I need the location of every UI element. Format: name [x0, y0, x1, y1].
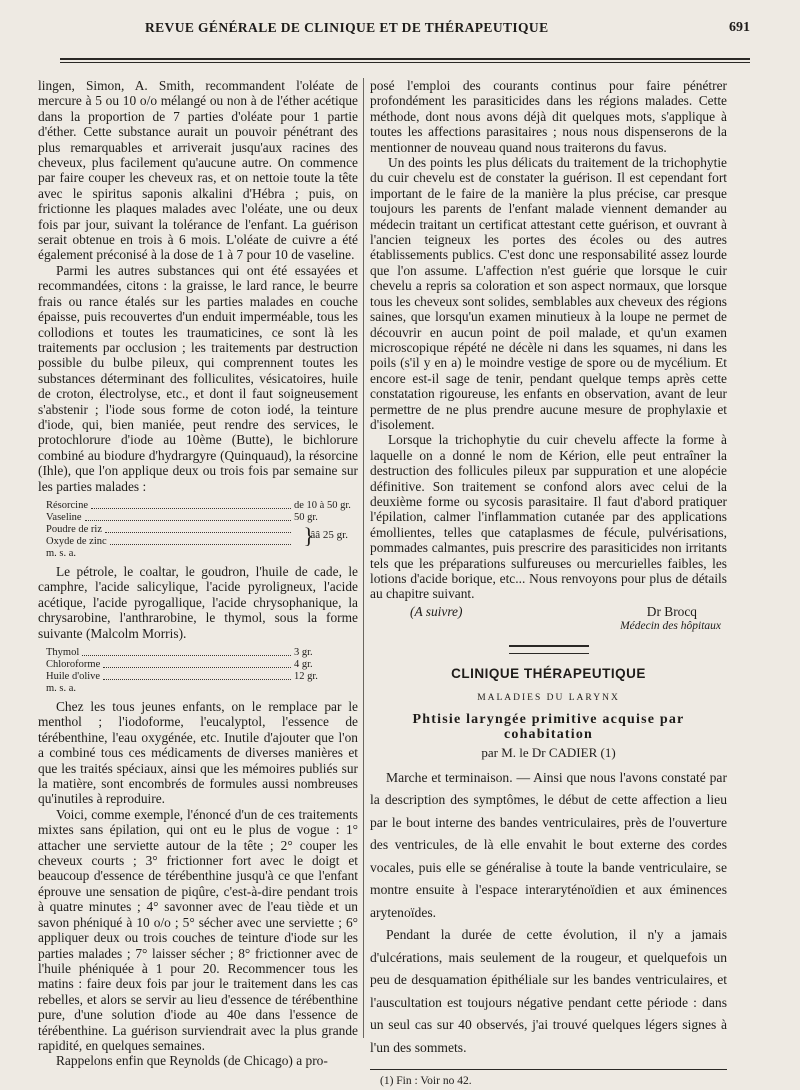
article-title: Phtisie laryngée primitive acquise par cohabitation	[412, 712, 685, 743]
page-number: 691	[729, 20, 750, 35]
paragraph: lingen, Simon, A. Smith, recommandent l'oléate de mercure à 5 ou 10 o/o mélangé ou non à de l'éther acétique dans la proportion de 7 parties d'oléate pour 1 partie d'éther. Cette substance aurait un pouvoir pénétrant des plus remarquables et arriverait jusqu'aux racines des cheveux, plus facilement qu'aucune autre. On commence par faire couper les cheveux ras, et on nettoie toute la tête avec le spiritus saponis alkalini d'Hébra ; puis, on frictionne les plaques malades avec l'oléate, une ou deux fois par jour, suivant la tolérance de l'enfant. La guérison serait obtenue en trois à 6 mois. L'oléate de cuivre a été également préconisé à la dose de 1 à 7 pour 10 de vaseline.	[38, 78, 358, 263]
formula-msa: m. s. a.	[46, 547, 77, 559]
section-separator	[509, 645, 589, 654]
footnote: (1) Fin : Voir no 42.	[380, 1075, 472, 1088]
author-affiliation: Médecin des hôpitaux	[620, 620, 721, 633]
to-be-continued: (A suivre)	[410, 603, 463, 619]
brace-qty: ââ 25 gr.	[310, 528, 348, 541]
paragraph: Parmi les autres substances qui ont été essayées et recommandées, citons : la graisse, le lard rance, le beurre frais ou rance étalés sur les parties malades en couche épaisse, puis recouvertes d'un enduit imperméable, tous les collodions et toutes les traumaticines, ce sont là les traitements par occlusion ; les traitements par destruction possible du bulbe pileux, qui comprennent toutes les substances déterminant des folliculites, vésicatoires, huile de croton, électrolyse, etc., et dont il faut soigneusement s'abstenir ; l'iode sous forme de coton iodé, la teinture d'iode, qui, bien maniée, peut rendre des services, le protochlorure d'iode au 10ème (Butte), le bichlorure combiné au biodure d'hydrargyre (Quinquaud), la résorcine (Ihle), que l'on applique deux ou trois fois par semaine sur les parties malades :	[38, 262, 358, 494]
ingredient-qty: 4 gr.	[294, 659, 313, 670]
formula-resorcine	[46, 500, 358, 560]
signoff	[370, 604, 727, 619]
ingredient-qty: 12 gr.	[294, 671, 318, 682]
ingredient-qty: 3 gr.	[294, 647, 313, 658]
formula-row	[46, 659, 358, 671]
paragraph: posé l'emploi des courants continus pour faire pénétrer profondément les parasiticides dans les régions malades. Cette méthode, dont nous avons déjà dit quelques mots, s'applique à toutes les affections parasitaires ; nous nous dispenserons de la mentionner de nouveau quand nous traiterons du favus.	[370, 78, 727, 155]
ingredient-name: Vaseline	[46, 511, 82, 523]
formula-msa: m. s. a.	[46, 683, 77, 694]
formula-row	[46, 500, 358, 512]
subsection-title: MALADIES DU LARYNX	[477, 693, 620, 704]
author-signature: Dr Brocq	[646, 603, 697, 619]
page-header	[60, 20, 750, 42]
left-column	[38, 78, 358, 1069]
formula-row	[46, 671, 358, 683]
ingredient-qty: 50 gr.	[294, 511, 318, 523]
formula-row	[46, 647, 358, 659]
header-rule-thin	[60, 62, 750, 63]
paragraph: Chez les tous jeunes enfants, on le remplace par le menthol ; l'iodoforme, l'eucalyptol, l'essence de térébenthine, l'eau oxygénée, etc. Inutile d'ajouter que l'on a combiné tous ces médicaments de diverses manières et que les traités spéciaux, ainsi que les mémoires publiés sur la matière, sont encombrés de formules aussi nombreuses qu'inutiles à reproduire.	[38, 699, 358, 807]
article-byline: par M. le Dr CADIER (1)	[481, 745, 616, 761]
paragraph: Voici, comme exemple, l'énoncé d'un de ces traitements mixtes sans épilation, qui ont eu le plus de vogue : 1° attacher une serviette autour de la tête ; 2° couper les cheveux courts ; 3° frictionner fort avec le doigt et beaucoup d'essence de térébenthine jusqu'à ce que l'enfant éprouve une sensation de piqûre, c'est-à-dire pendant trois à quatre minutes ; 4° savonner avec de l'eau tiède et un savon phéniqué à 10 o/o ; 5° sécher avec une serviette ; 6° appliquer deux ou trois couches de teinture d'iode sur les parties malades ; 7° laisser sécher ; 8° frictionner avec de l'huile phéniquée à 1 pour 20. Recommencer tous les matins : faire deux fois par jour le traitement dans les cas rebelles, et alors se servir au lieu d'essence de térébenthine pure, d'une solution d'iode au 40e dans l'essence de térébenthine. La guérison surviendrait avec la plus grande rapidité, en quelques semaines.	[38, 806, 358, 1053]
paragraph: Un des points les plus délicats du traitement de la trichophytie du cuir chevelu est de constater la guérison. Il est cependant fort important de le faire de la manière la plus précise, car presque toujours les parents de l'enfant malade viennent demander au médecin traitant un certificat attestant cette guérison, et ouvrant à l'ancien teigneux les portes des écoles ou des autres établissements publics. C'est donc une responsabilité assez lourde que l'on assume. L'affection n'est guérie que lorsque le cuir chevelu a repris sa coloration et son aspect normaux, que lorsque tous les cheveux sont solides, semblables aux cheveux des régions saines, que lorsqu'un examen minutieux à la loupe ne permet de découvrir en aucun point de poil malade, et qu'un examen microscopique répété ne décèle ni dans les squames, ni dans les poils (s'il y en a) le moindre vestige de spore ou de mycélium. Et encore est-il sage de tenir, pendant quelque temps après cette constatation rigoureuse, les enfants en observation, avant de leur permettre de ne plus prendre aucune mesure de prophylaxie et d'isolement.	[370, 155, 727, 432]
right-column	[370, 78, 727, 1090]
ingredient-name: Résorcine	[46, 499, 88, 511]
header-rule	[60, 58, 750, 60]
paragraph: Marche et terminaison. — Ainsi que nous l'avons constaté par la description des symptômes, le début de cette affection a lieu par le bout interne des bandes ventriculaires, près de l'ouverture des ventricules, de là elle envahit le bout externe des cordes vocales, puis elle se généralise à toute la bande ventriculaire, se montre ensuite à l'espace interaryténoïdien et aux éminences arytenoïdes.	[370, 769, 727, 920]
ingredient-name: Huile d'olive	[46, 671, 101, 682]
footnote-rule	[370, 1069, 727, 1070]
paragraph: Pendant la durée de cette évolution, il n'y a jamais d'ulcérations, mais seulement de la rougeur, et quelquefois un peu de desquamation épithéliale sur les bandes ventriculaires, et l'auscultation est toujours négative pendant cette période : dans un seul cas sur 40 observés, j'ai trouvé quelques légers signes à l'un des sommets.	[370, 927, 727, 1055]
paragraph: Rappelons enfin que Reynolds (de Chicago) a pro-	[56, 1053, 328, 1069]
ingredient-name: Chloroforme	[46, 659, 101, 670]
brace-glyph: }	[303, 522, 314, 548]
running-title: REVUE GÉNÉRALE DE CLINIQUE ET DE THÉRAPEUTIQUE	[145, 20, 549, 35]
section-title: CLINIQUE THÉRAPEUTIQUE	[451, 665, 646, 681]
column-divider	[363, 78, 364, 1038]
ingredient-qty: de 10 à 50 gr.	[294, 499, 351, 511]
ingredient-name: Poudre de riz	[46, 523, 102, 535]
article-body	[370, 767, 727, 1060]
ingredient-name: Thymol	[46, 647, 80, 658]
paragraph: Lorsque la trichophytie du cuir chevelu affecte la forme à laquelle on a donné le nom de Kérion, elle peut entraîner la destruction des follicules pileux par suppuration et une alopécie définitive. Son traitement se confond alors avec celui de la deuxième forme ou sycosis parasitaire. Il faut d'abord pratiquer l'épilation, calmer l'inflammation cutanée par des applications émollientes, telles que cataplasmes de fécule, pulvérisations, pommades calmantes, puis prescrire des parasiticides non irritants tels que les préparations sulfureuses ou mercurielles faibles, les lotions d'acide borique, etc... Nous renvoyons pour plus de détails au chapitre suivant.	[370, 432, 727, 602]
ingredient-name: Oxyde de zinc	[46, 535, 107, 547]
paragraph: Le pétrole, le coaltar, le goudron, l'huile de cade, le camphre, l'acide salicylique, l'acide pyroligneux, l'acide acétique, l'acide pyrogallique, l'acide chrysophanique, la chrysarobine, l'anthrarobine, le thymol, sous la forme suivante (Malcolm Morris).	[38, 563, 358, 641]
formula-thymol	[46, 647, 358, 695]
brace-group	[46, 524, 358, 548]
